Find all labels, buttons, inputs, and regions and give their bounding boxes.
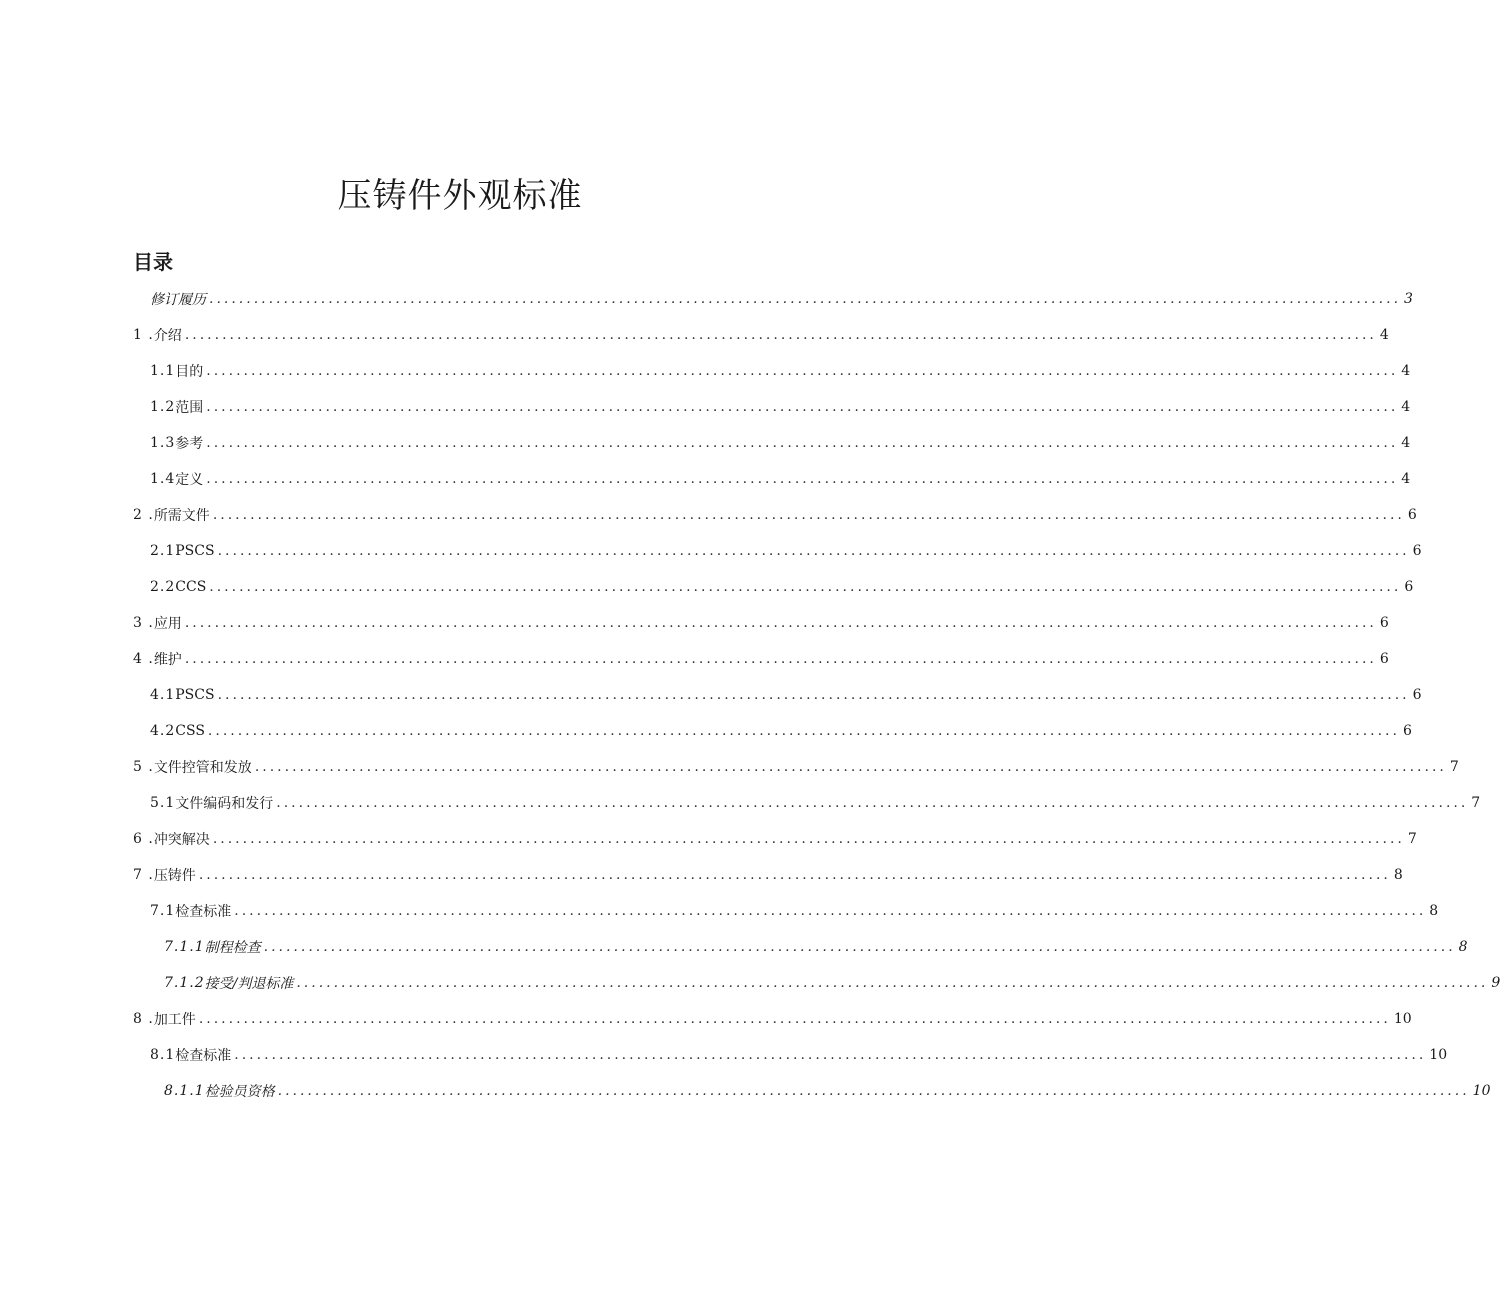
toc-entry-number: 6 . bbox=[133, 831, 154, 847]
toc-entry-number: 8.1 bbox=[150, 1047, 176, 1063]
toc-entry-number: 1.1 bbox=[150, 363, 176, 379]
toc-entry-page: 4 bbox=[1401, 363, 1411, 379]
toc-entry-4-2[interactable] bbox=[150, 716, 1412, 746]
toc-entry-number: 2.1 bbox=[150, 543, 176, 559]
toc-entry-number: 8.1.1 bbox=[164, 1083, 205, 1099]
toc-entry-label: 目的 bbox=[175, 364, 204, 380]
toc-entry-label: 检验员资格 bbox=[204, 1084, 275, 1100]
toc-entry-number: 5 . bbox=[133, 759, 154, 775]
toc-entry-label: 维护 bbox=[153, 652, 182, 668]
toc-entry-7-1[interactable] bbox=[150, 896, 1439, 926]
toc-entry-label: 文件控管和发放 bbox=[153, 760, 252, 776]
toc-leader-dots: ................................................................................................................................................................ bbox=[296, 975, 1489, 991]
toc-entry-label: 介绍 bbox=[153, 328, 182, 344]
toc-leader-dots: ................................................................................................................................................................ bbox=[234, 1047, 1427, 1063]
toc-entry-page: 8 bbox=[1393, 867, 1403, 883]
toc-entry-number: 7.1 bbox=[150, 903, 176, 919]
toc-entry-label: 制程检查 bbox=[204, 940, 261, 956]
toc-leader-dots: ................................................................................................................................................................ bbox=[198, 867, 1391, 883]
toc-entry-page: 6 bbox=[1379, 651, 1389, 667]
toc-entry-label: CSS bbox=[175, 723, 205, 739]
toc-entry-page: 6 bbox=[1407, 507, 1417, 523]
toc-leader-dots: ................................................................................................................................................................ bbox=[184, 327, 1377, 343]
toc-entry-page: 9 bbox=[1491, 975, 1500, 991]
toc-entry-number: 2 . bbox=[133, 507, 154, 523]
toc-entry-5-1[interactable] bbox=[150, 788, 1481, 818]
toc-entry-page: 10 bbox=[1393, 1011, 1412, 1027]
toc-leader-dots: ................................................................................................................................................................ bbox=[263, 939, 1456, 955]
toc-entry-label: PSCS bbox=[175, 687, 215, 703]
toc-entry-page: 4 bbox=[1401, 471, 1411, 487]
toc-leader-dots: ................................................................................................................................................................ bbox=[184, 651, 1377, 667]
toc-entry-1-2[interactable] bbox=[150, 392, 1411, 422]
toc-entry-page: 4 bbox=[1401, 435, 1411, 451]
toc-entry-revision-history[interactable] bbox=[150, 284, 1413, 314]
toc-leader-dots: ................................................................................................................................................................ bbox=[276, 795, 1469, 811]
toc-entry-number: 8 . bbox=[133, 1011, 154, 1027]
toc-entry-1[interactable] bbox=[133, 320, 1389, 350]
toc-entry-label: 修订履历 bbox=[150, 292, 206, 308]
toc-entry-page: 4 bbox=[1401, 399, 1411, 415]
toc-entry-2-1[interactable] bbox=[150, 536, 1422, 566]
toc-entry-page: 6 bbox=[1412, 543, 1422, 559]
toc-entry-number: 1.3 bbox=[150, 435, 176, 451]
toc-entry-1-1[interactable] bbox=[150, 356, 1411, 386]
toc-entry-2[interactable] bbox=[133, 500, 1417, 530]
toc-entry-label: 冲突解决 bbox=[153, 832, 210, 848]
toc-leader-dots: ................................................................................................................................................................ bbox=[207, 723, 1400, 739]
toc-entry-8[interactable] bbox=[133, 1004, 1412, 1034]
toc-entry-3[interactable] bbox=[133, 608, 1389, 638]
toc-entry-7[interactable] bbox=[133, 860, 1403, 890]
toc-entry-page: 7 bbox=[1449, 759, 1459, 775]
toc-entry-label: 应用 bbox=[153, 616, 182, 632]
toc-entry-number: 1 . bbox=[133, 327, 154, 343]
toc-entry-8-1[interactable] bbox=[150, 1040, 1448, 1070]
toc-entry-6[interactable] bbox=[133, 824, 1417, 854]
toc-entry-label: 所需文件 bbox=[153, 508, 210, 524]
toc-leader-dots: ................................................................................................................................................................ bbox=[206, 363, 1399, 379]
toc-entry-label: 检查标准 bbox=[175, 904, 232, 920]
toc-leader-dots: ................................................................................................................................................................ bbox=[206, 399, 1399, 415]
toc-entry-page: 10 bbox=[1429, 1047, 1448, 1063]
toc-entry-5[interactable] bbox=[133, 752, 1459, 782]
toc-entry-page: 4 bbox=[1379, 327, 1389, 343]
toc-entry-page: 6 bbox=[1412, 687, 1422, 703]
toc-entry-number: 4.2 bbox=[150, 723, 176, 739]
toc-entry-label: 参考 bbox=[175, 436, 204, 452]
toc-entry-page: 8 bbox=[1429, 903, 1439, 919]
toc-entry-number: 7.1.2 bbox=[164, 975, 205, 991]
toc-entry-number: 1.2 bbox=[150, 399, 176, 415]
toc-leader-dots: ................................................................................................................................................................ bbox=[217, 543, 1410, 559]
toc-entry-label: 检查标准 bbox=[175, 1048, 232, 1064]
toc-entry-number: 3 . bbox=[133, 615, 154, 631]
toc-entry-number: 4 . bbox=[133, 651, 154, 667]
toc-leader-dots: ................................................................................................................................................................ bbox=[206, 435, 1399, 451]
toc-entry-page: 6 bbox=[1402, 723, 1412, 739]
toc-leader-dots: ................................................................................................................................................................ bbox=[184, 615, 1377, 631]
toc-leader-dots: ................................................................................................................................................................ bbox=[277, 1083, 1470, 1099]
toc-leader-dots: ................................................................................................................................................................ bbox=[234, 903, 1427, 919]
toc-entry-number: 1.4 bbox=[150, 471, 176, 487]
toc-entry-label: 范围 bbox=[175, 400, 204, 416]
toc-entry-page: 6 bbox=[1404, 579, 1414, 595]
toc-entry-page: 8 bbox=[1458, 939, 1468, 955]
toc-entry-7-1-1[interactable] bbox=[164, 932, 1468, 962]
toc-leader-dots: ................................................................................................................................................................ bbox=[206, 471, 1399, 487]
toc-entry-page: 3 bbox=[1404, 291, 1413, 307]
toc-entry-label: 加工件 bbox=[153, 1012, 196, 1028]
toc-entry-label: 文件编码和发行 bbox=[175, 796, 274, 812]
toc-entry-1-3[interactable] bbox=[150, 428, 1411, 458]
toc-entry-page: 10 bbox=[1472, 1083, 1491, 1099]
toc-entry-number: 2.2 bbox=[150, 579, 176, 595]
toc-entry-number: 7.1.1 bbox=[164, 939, 205, 955]
toc-entry-2-2[interactable] bbox=[150, 572, 1414, 602]
toc-entry-number: 4.1 bbox=[150, 687, 176, 703]
toc-entry-label: CCS bbox=[175, 579, 207, 595]
toc-entry-label: PSCS bbox=[175, 543, 215, 559]
toc-entry-number: 7 . bbox=[133, 867, 154, 883]
toc-entry-label: 压铸件 bbox=[153, 868, 196, 884]
toc-heading: 目录 bbox=[133, 250, 173, 274]
toc-entry-8-1-1[interactable] bbox=[164, 1076, 1491, 1106]
toc-entry-4-1[interactable] bbox=[150, 680, 1422, 710]
toc-entry-number: 5.1 bbox=[150, 795, 176, 811]
toc-leader-dots: ................................................................................................................................................................ bbox=[198, 1011, 1391, 1027]
toc-entry-page: 6 bbox=[1379, 615, 1389, 631]
toc-entry-7-1-2[interactable] bbox=[164, 968, 1500, 998]
toc-entry-page: 7 bbox=[1471, 795, 1481, 811]
toc-entry-label: 接受/判退标准 bbox=[204, 976, 294, 992]
toc-leader-dots: ................................................................................................................................................................ bbox=[217, 687, 1410, 703]
toc-entry-page: 7 bbox=[1407, 831, 1417, 847]
toc-entry-4[interactable] bbox=[133, 644, 1389, 674]
toc-leader-dots: ................................................................................................................................................................ bbox=[209, 579, 1402, 595]
toc-leader-dots: ................................................................................................................................................................ bbox=[212, 507, 1405, 523]
toc-leader-dots: ................................................................................................................................................................ bbox=[254, 759, 1447, 775]
toc-leader-dots: ................................................................................................................................................................ bbox=[209, 291, 1402, 307]
toc-entry-1-4[interactable] bbox=[150, 464, 1411, 494]
document-title: 压铸件外观标准 bbox=[337, 176, 583, 216]
toc-entry-label: 定义 bbox=[175, 472, 204, 488]
toc-leader-dots: ................................................................................................................................................................ bbox=[212, 831, 1405, 847]
